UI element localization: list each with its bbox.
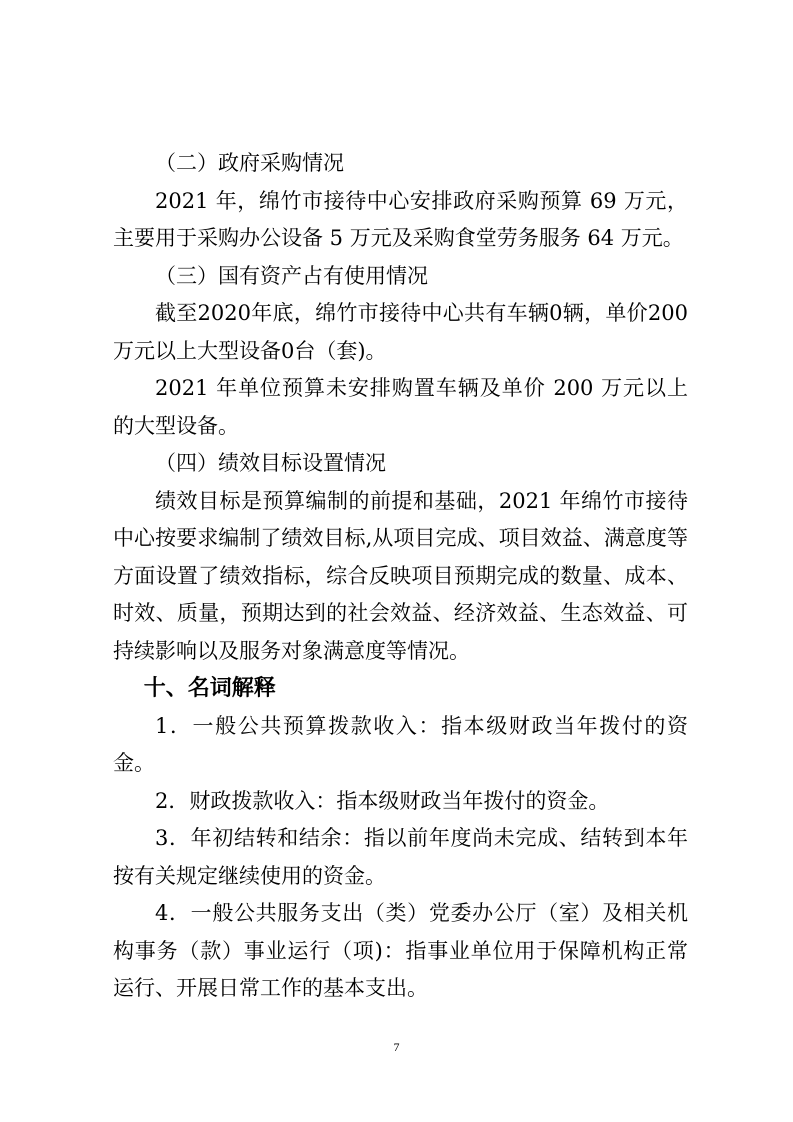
paragraph-vehicle-purchase: 2021 年单位预算未安排购置车辆及单价 200 万元以上的大型设备。 xyxy=(113,376,688,438)
glossary-item-4: 4．一般公共服务支出（类）党委办公厅（室）及相关机构事务（款）事业运行（项)：指事业单位用于保障机构正常运行、开展日常工作的基本支出。 xyxy=(113,901,688,1000)
paragraph-procurement-budget: 2021 年，绵竹市接待中心安排政府采购预算 69 万元，主要用于采购办公设备 5 万元及采购食堂劳务服务 64 万元。 xyxy=(113,188,688,250)
paragraph-performance-goals: 绩效目标是预算编制的前提和基础，2021 年绵竹市接待中心按要求编制了绩效目标,从项目完成、项目效益、满意度等方面设置了绩效指标，综合反映项目预期完成的数量、成本、时效、质量，预期达到的社会效益、经济效益、生态效益、可持续影响以及服务对象满意度等情况。 xyxy=(113,488,688,663)
page-number: 7 xyxy=(393,1040,400,1054)
document-body xyxy=(113,145,688,1008)
section-heading-glossary: 十、名词解释 xyxy=(143,675,276,701)
subheading-government-procurement: （二）政府采购情况 xyxy=(155,151,344,175)
glossary-item-2: 2．财政拨款收入：指本级财政当年拨付的资金。 xyxy=(155,788,610,813)
subheading-state-assets: （三）国有资产占有使用情况 xyxy=(155,263,428,288)
glossary-item-1: 1．一般公共预算拨款收入：指本级财政当年拨付的资金。 xyxy=(113,713,688,775)
subheading-performance-goals: （四）绩效目标设置情况 xyxy=(155,451,386,475)
paragraph-assets-status: 截至2020年底，绵竹市接待中心共有车辆0辆，单价200万元以上大型设备0台（套)。 xyxy=(113,301,688,363)
glossary-item-3: 3．年初结转和结余：指以前年度尚未完成、结转到本年按有关规定继续使用的资金。 xyxy=(113,826,688,888)
